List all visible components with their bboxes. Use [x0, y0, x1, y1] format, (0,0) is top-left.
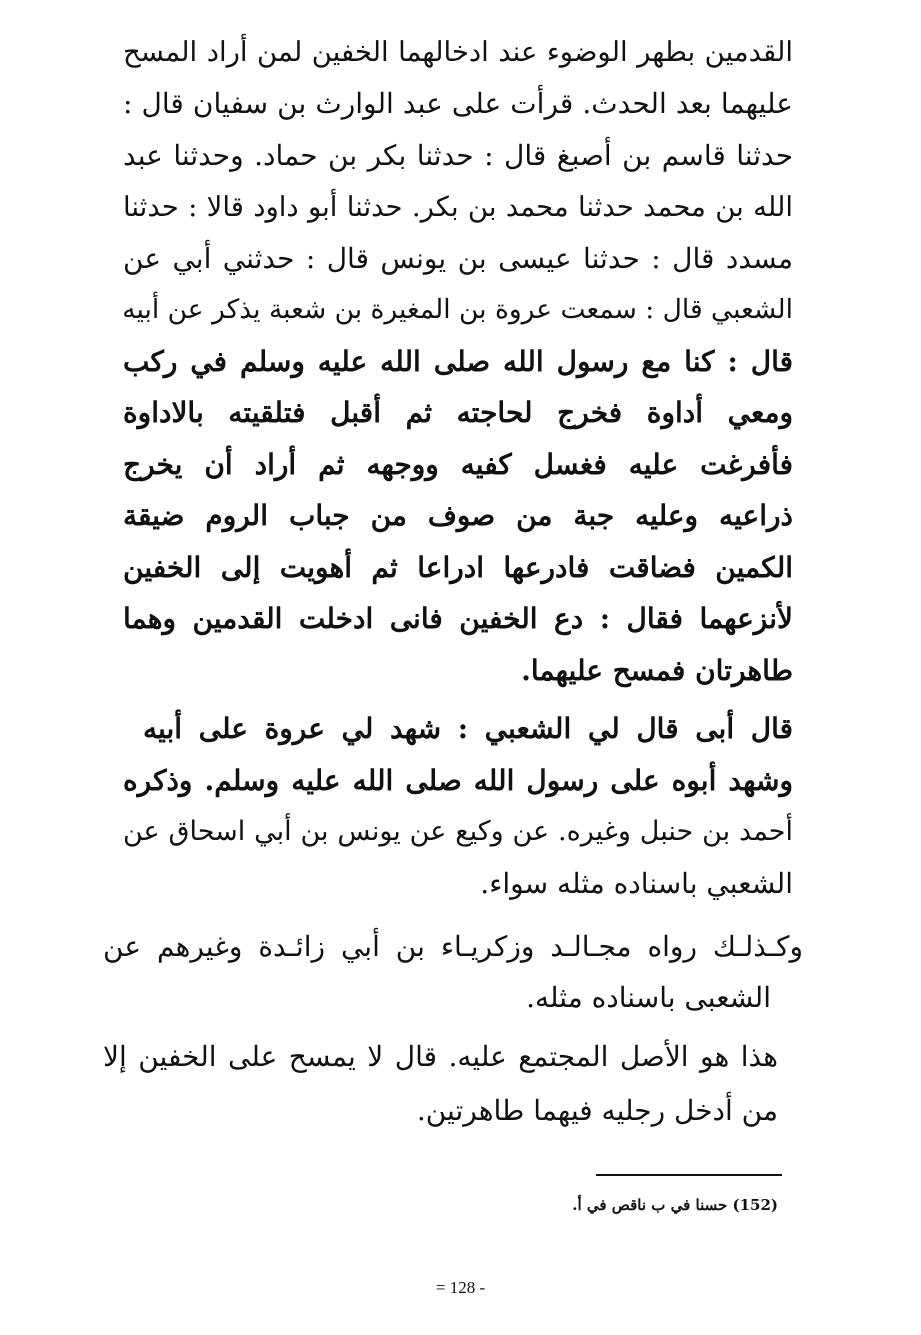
text-line: وكـذلـك رواه مجـالـد وزكريـاء بن أبي زائـدة وغيرهم عن	[103, 930, 803, 963]
page-number: = 128 -	[435, 1278, 486, 1297]
text-line: ذراعيه وعليه جبة من صوف من جباب الروم ضيقة	[123, 499, 793, 532]
text-line: الشعبي باسناده مثله سواء.	[480, 867, 793, 900]
text-line: الشعبى باسناده مثله.	[526, 981, 771, 1014]
footnote-divider	[596, 1174, 782, 1176]
text-line: الله بن محمد حدثنا محمد بن بكر. حدثنا أبو داود قالا : حدثنا	[123, 191, 793, 223]
text-line: ومعي أداوة فخرج لحاجته ثم أقبل فتلقيته بالاداوة	[123, 396, 793, 429]
text-line: الشعبي قال : سمعت عروة بن المغيرة بن شعبة يذكر عن أبيه	[122, 294, 793, 325]
text-line: طاهرتان فمسح عليهما.	[521, 654, 793, 687]
text-line: قال : كنا مع رسول الله صلى الله عليه وسلم في ركب	[123, 345, 793, 378]
text-line: عليهما بعد الحدث. قرأت على عبد الوارث بن سفيان قال :	[123, 87, 793, 120]
text-line: الكمين فضاقت فادرعها ادراعا ثم أهويت إلى الخفين	[123, 551, 793, 584]
text-line: مسدد قال : حدثنا عيسى بن يونس قال : حدثني أبي عن	[123, 242, 793, 275]
text-line: قال أبى قال لي الشعبي : شهد لي عروة على أبيه	[143, 712, 793, 745]
text-line: هذا هو الأصل المجتمع عليه. قال لا يمسح على الخفين إلا	[103, 1040, 778, 1073]
text-line: فأفرغت عليه فغسل كفيه ووجهه ثم أراد أن يخرج	[123, 448, 793, 481]
text-line: القدمين بطهر الوضوء عند ادخالهما الخفين لمن أراد المسح	[123, 36, 793, 68]
text-line: أحمد بن حنبل وغيره. عن وكيع عن يونس بن أبي اسحاق عن	[123, 816, 793, 847]
text-line: لأنزعهما فقال : دع الخفين فانى ادخلت القدمين وهما	[123, 602, 793, 635]
text-line: من أدخل رجليه فيهما طاهرتين.	[416, 1094, 778, 1127]
text-line: وشهد أبوه على رسول الله صلى الله عليه وسلم. وذكره	[123, 764, 793, 797]
text-line: حدثنا قاسم بن أصبغ قال : حدثنا بكر بن حماد. وحدثنا عبد	[123, 139, 793, 172]
footnote: (152) حسنا في ب ناقص في أ.	[572, 1196, 778, 1214]
